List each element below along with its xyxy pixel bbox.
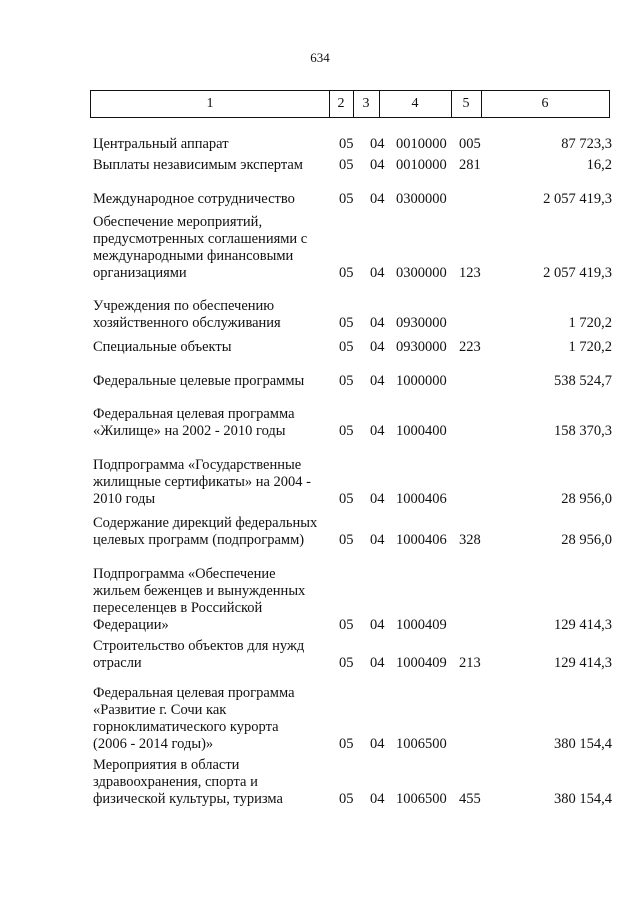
- row-code-2: 05: [339, 339, 354, 355]
- row-code-4: 0300000: [396, 265, 447, 281]
- row-code-3: 04: [370, 157, 385, 173]
- table-header: [90, 90, 610, 118]
- row-code-2: 05: [339, 373, 354, 389]
- row-amount: 1 720,2: [568, 339, 612, 355]
- row-name: Строительство объектов для нужд отрасли: [93, 638, 305, 671]
- table-row: [0, 339, 640, 356]
- row-code-5: 455: [459, 791, 481, 807]
- table-row: [0, 757, 640, 808]
- row-code-2: 05: [339, 157, 354, 173]
- header-col-2: 2: [337, 96, 345, 111]
- row-amount: 87 723,3: [561, 136, 612, 152]
- row-code-2: 05: [339, 655, 354, 671]
- row-code-3: 04: [370, 265, 385, 281]
- row-name: Содержание дирекций федеральных целевых программ (подпрограмм): [93, 515, 318, 548]
- header-col-1: 1: [206, 96, 214, 111]
- row-code-5: 281: [459, 157, 481, 173]
- row-amount: 28 956,0: [561, 532, 612, 548]
- row-code-2: 05: [339, 736, 354, 752]
- row-code-4: 0010000: [396, 157, 447, 173]
- row-amount: 28 956,0: [561, 491, 612, 507]
- row-amount: 129 414,3: [554, 655, 612, 671]
- row-code-3: 04: [370, 491, 385, 507]
- row-code-4: 1006500: [396, 791, 447, 807]
- table-row: [0, 373, 640, 390]
- row-code-4: 1000409: [396, 617, 447, 633]
- row-code-2: 05: [339, 191, 354, 207]
- row-code-3: 04: [370, 373, 385, 389]
- row-amount: 2 057 419,3: [543, 191, 612, 207]
- row-code-3: 04: [370, 736, 385, 752]
- row-code-5: 213: [459, 655, 481, 671]
- row-amount: 380 154,4: [554, 736, 612, 752]
- row-code-5: 223: [459, 339, 481, 355]
- row-code-3: 04: [370, 655, 385, 671]
- header-col-4: 4: [411, 96, 419, 111]
- row-code-4: 1000406: [396, 491, 447, 507]
- table-row: [0, 515, 640, 549]
- row-code-4: 0010000: [396, 136, 447, 152]
- row-code-3: 04: [370, 791, 385, 807]
- row-amount: 538 524,7: [554, 373, 612, 389]
- row-name: Учреждения по обеспечению хозяйственного обслуживания: [93, 298, 281, 331]
- row-name: Центральный аппарат: [93, 136, 229, 152]
- table-row: [0, 214, 640, 282]
- row-amount: 1 720,2: [568, 315, 612, 331]
- row-name: Подпрограмма «Обеспечение жильем беженцев и вынужденных переселенцев в Российской Федерации»: [93, 566, 306, 633]
- table-row: [0, 191, 640, 208]
- row-code-5: 328: [459, 532, 481, 548]
- row-code-2: 05: [339, 532, 354, 548]
- row-code-4: 1000400: [396, 423, 447, 439]
- row-code-3: 04: [370, 315, 385, 331]
- table-row: [0, 136, 640, 153]
- row-name: Обеспечение мероприятий, предусмотренных соглашениями с международными финансовыми организациями: [93, 214, 308, 281]
- table-row: [0, 157, 640, 174]
- row-code-2: 05: [339, 791, 354, 807]
- row-code-2: 05: [339, 423, 354, 439]
- row-amount: 2 057 419,3: [543, 265, 612, 281]
- row-name: Международное сотрудничество: [93, 191, 295, 207]
- header-col-5: 5: [462, 96, 470, 111]
- row-code-4: 1000409: [396, 655, 447, 671]
- row-code-2: 05: [339, 265, 354, 281]
- row-code-3: 04: [370, 532, 385, 548]
- row-code-5: 123: [459, 265, 481, 281]
- row-code-3: 04: [370, 136, 385, 152]
- row-name: Федеральная целевая программа «Жилище» на 2002 - 2010 годы: [93, 406, 295, 439]
- row-code-2: 05: [339, 315, 354, 331]
- row-code-3: 04: [370, 191, 385, 207]
- row-name: Подпрограмма «Государственные жилищные сертификаты» на 2004 - 2010 годы: [93, 457, 311, 507]
- row-name: Федеральная целевая программа «Развитие г. Сочи как горноклиматического курорта (2006 - 2014 годы)»: [93, 685, 295, 752]
- header-col-6: 6: [541, 96, 549, 111]
- row-code-3: 04: [370, 617, 385, 633]
- row-code-4: 0930000: [396, 339, 447, 355]
- row-code-3: 04: [370, 339, 385, 355]
- row-amount: 129 414,3: [554, 617, 612, 633]
- row-amount: 380 154,4: [554, 791, 612, 807]
- row-code-4: 0300000: [396, 191, 447, 207]
- row-code-5: 005: [459, 136, 481, 152]
- table-row: [0, 566, 640, 634]
- row-code-4: 1000406: [396, 532, 447, 548]
- row-amount: 16,2: [586, 157, 612, 173]
- table-row: [0, 457, 640, 508]
- row-code-4: 1000000: [396, 373, 447, 389]
- header-col-3: 3: [362, 96, 370, 111]
- table-row: [0, 406, 640, 440]
- row-name: Федеральные целевые программы: [93, 373, 305, 389]
- row-name: Выплаты независимым экспертам: [93, 157, 303, 173]
- row-code-2: 05: [339, 491, 354, 507]
- row-code-2: 05: [339, 136, 354, 152]
- row-name: Мероприятия в области здравоохранения, спорта и физической культуры, туризма: [93, 757, 283, 807]
- row-amount: 158 370,3: [554, 423, 612, 439]
- row-code-4: 0930000: [396, 315, 447, 331]
- table-row: [0, 638, 640, 672]
- page-number: 634: [310, 50, 330, 65]
- table-row: [0, 685, 640, 753]
- row-code-3: 04: [370, 423, 385, 439]
- row-code-2: 05: [339, 617, 354, 633]
- row-code-4: 1006500: [396, 736, 447, 752]
- row-name: Специальные объекты: [93, 339, 232, 355]
- table-row: [0, 298, 640, 332]
